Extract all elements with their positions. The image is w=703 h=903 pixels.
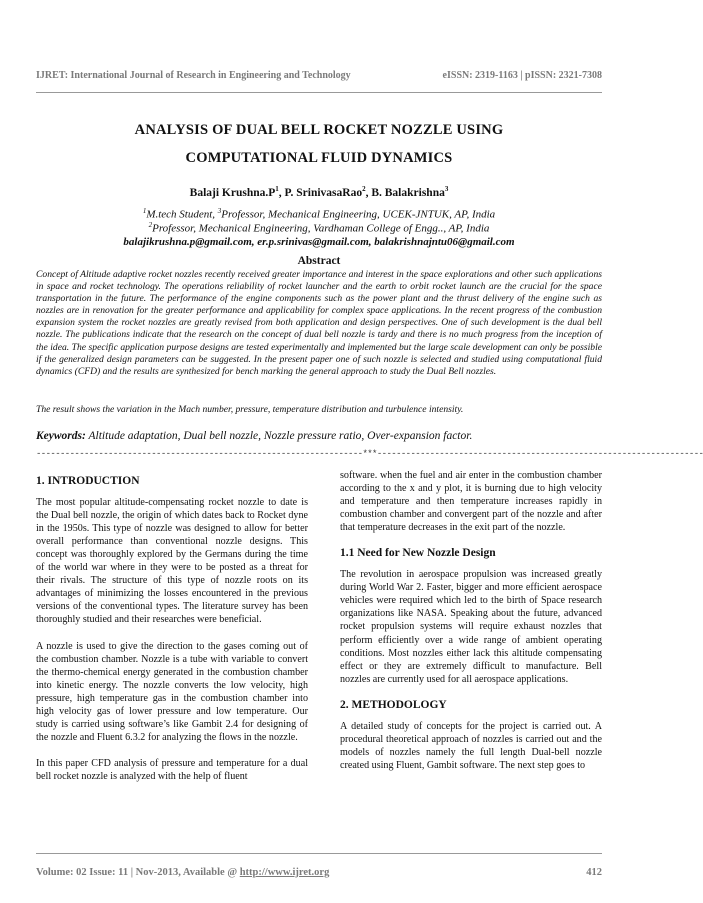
header-rule — [36, 92, 602, 93]
paragraph: The revolution in aerospace propulsion was increased greatly during World War 2. Faster, bigger and more efficient aerospace vehicles were required which led to the birth of Space research organizations like NASA. Speaking about the future, advanced rocket propulsion systems will require exhaust nozzles that perform efficiently over a wide range of ambient operating conditions. Most nozzles either lack this altitude compensating effect or they are extremely difficult to manufacture. Bell nozzles are currently used for all aerospace applications. — [340, 569, 602, 685]
abstract-result: The result shows the variation in the Mach number, pressure, temperature distribution and turbulence intensity. — [36, 404, 464, 415]
author-2: P. SrinivasaRao$^2$, — [284, 185, 372, 199]
paragraph: The most popular altitude-compensating rocket nozzle to date is the Dual bell nozzle, the origin of which dates back to Rocket dyne in the 1950s. This type of nozzle was designed to allow for better overall performance than conventional nozzle designs. This concept was thoroughly explored by the Germans during the time of the world war where in they were to be posted as a threat for their rivals. The structure of this type of nozzle roots on its advantages of minimizing the losses encountered in the previous versions of the conventional types. The literature survey has been thoroughly studied and their researches were beneficial. — [36, 497, 308, 626]
footer-rule — [36, 853, 602, 854]
subsection-heading-need: 1.1 Need for New Nozzle Design — [340, 547, 496, 560]
affiliation-1: $^1$M.tech Student, $^3$Professor, Mechanical Engineering, UCEK-JNTUK, AP, India — [142, 207, 496, 221]
paragraph: In this paper CFD analysis of pressure and temperature for a dual bell rocket nozzle is analyzed with the help of fluent — [36, 757, 308, 782]
abstract-heading: Abstract — [297, 255, 341, 267]
author-3: B. Balakrishna$^3$ — [371, 185, 449, 199]
author-1: Balaji $Krushna.P^1$, — [189, 185, 285, 199]
author-emails: balajikrushna.p@gmail.com, er.p.srinivas@gmail.com, balakrishnajntu06@gmail.com — [123, 236, 515, 248]
journal-link[interactable]: http://www.ijret.org — [239, 867, 330, 878]
left-column — [36, 475, 308, 796]
abstract-body: Concept of Altitude adaptive rocket nozzles recently received greater importance and interest in the space explorations and other such applications in space and rocket technology. The operations reliability of rocket launcher and the earth to orbit rocket launch are the crucial for the space transportation in the future. The performance of the engine components such as the power plant and the thrust delivery of the engine such as nozzles are in renovation for the greater performance and applicability for complex space applications. In the recent progress of the combustion expansion system the rocket nozzles are greatly revised from both application and design perspectives. One of such development is the dual bell nozzle. The publications indicate that the research on the concept of dual bell nozzle is tardy and there is no much progress from the inception of the idea. The specific application purpose designs are tested experimentally and implemented but the large scale development can only be possible if the generalized design parameters can be suggested. In the present paper one of such nozzle is selected and studied using computational fluid dynamics (CFD) and the results are synthesized for bench marking the general approach to study the Dual Bell nozzles. — [36, 269, 602, 377]
section-heading-introduction: 1. INTRODUCTION — [36, 475, 140, 487]
affiliation-2: $^2$Professor, Mechanical Engineering, Vardhaman College of Engg.., AP, India — [148, 221, 490, 235]
author-list — [60, 185, 578, 199]
footer-volume: Volume: 02 Issue: 11 | Nov-2013, Available @ http://www.ijret.org — [36, 867, 330, 878]
keywords: Keywords: Altitude adaptation, Dual bell nozzle, Nozzle pressure ratio, Over-expansion factor. — [36, 430, 473, 442]
paper-title-line2: COMPUTATIONAL FLUID DYNAMICS — [185, 150, 453, 166]
section-heading-methodology: 2. METHODOLOGY — [340, 698, 447, 711]
paragraph: A nozzle is used to give the direction to the gases coming out of the combustion chamber. Nozzle is a tube with variable to convert the thermo-chemical energy generated in the combustion chamber into kinetic energy. The nozzle converts the low velocity, high pressure, high temperature gas in the combustion chamber into high velocity gas of lower pressure and low temperature. Our study is carried using software’s like Gambit 2.4 for designing of the nozzle and Fluent 6.3.2 for analyzing the flows in the nozzle. — [36, 640, 308, 743]
paragraph: software. when the fuel and air enter in the combustion chamber according to the x and y plot, it is burning due to high velocity and temperature and then temperature increases rapidly in combustion chamber and convergent part of the nozzle and after that temperature decreases in the exit part of the nozzle. — [340, 470, 602, 534]
right-column — [340, 469, 602, 785]
section-separator: --------------------------------------------------------------------***-------------------------------------------------------------------- — [36, 449, 703, 459]
issn: eISSN: 2319-1163 | pISSN: 2321-7308 — [442, 70, 602, 81]
running-header — [36, 70, 602, 84]
page-number: 412 — [586, 867, 602, 878]
journal-name: IJRET: International Journal of Research in Engineering and Technology — [36, 70, 351, 81]
paragraph: A detailed study of concepts for the project is carried out. A procedural theoretical approach of nozzles is carried out and the models of nozzles namely the full length Dual-bell nozzle created using Fluent, Gambit software. The next step goes to — [340, 720, 602, 771]
paper-title-line1: ANALYSIS OF DUAL BELL ROCKET NOZZLE USING — [134, 122, 504, 138]
